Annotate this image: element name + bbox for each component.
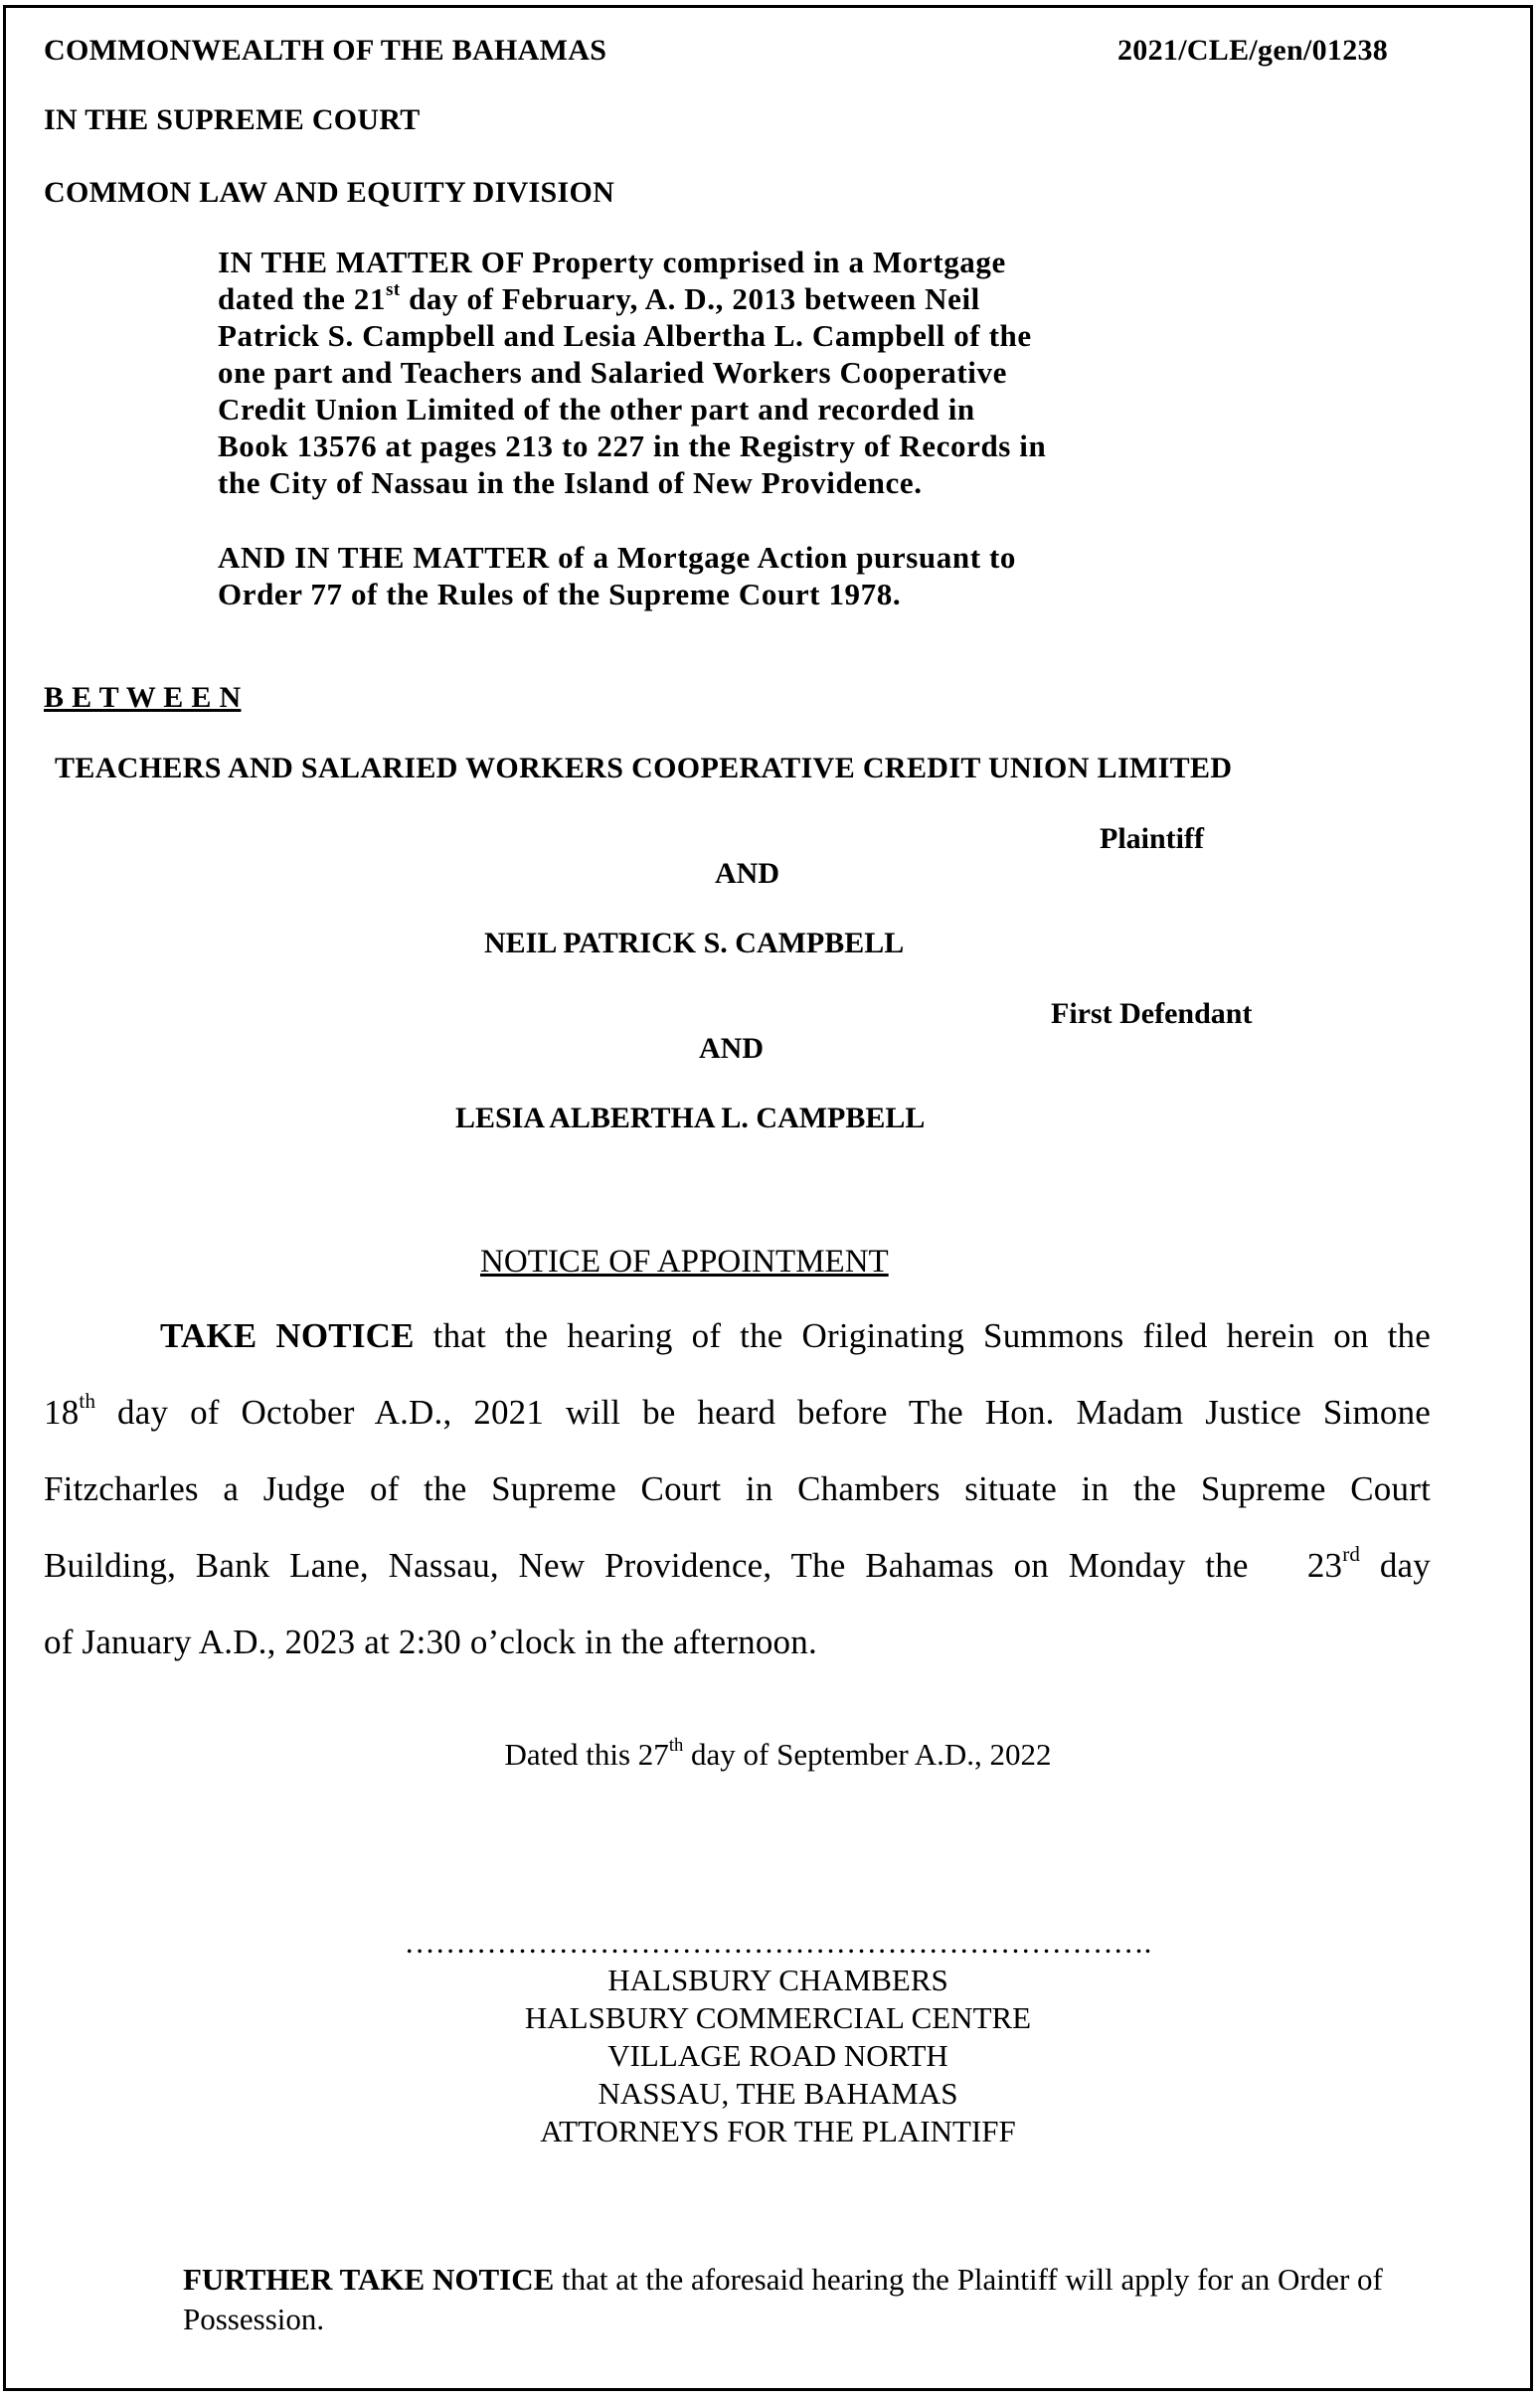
plaintiff-name: TEACHERS AND SALARIED WORKERS COOPERATIVE CREDIT UNION LIMITED bbox=[55, 752, 1233, 784]
court-heading: IN THE SUPREME COURT bbox=[44, 103, 421, 136]
case-number: 2021/CLE/gen/01238 bbox=[1117, 34, 1389, 67]
further-notice: FURTHER TAKE NOTICE that at the aforesaid hearing the Plaintiff will apply for an Order of Possession. bbox=[183, 2262, 1383, 2336]
matter-line: one part and Teachers and Salaried Workers Cooperative bbox=[218, 355, 1007, 390]
matter-line: Patrick S. Campbell and Lesia Albertha L. Campbell of the bbox=[218, 318, 1032, 353]
first-defendant-name: NEIL PATRICK S. CAMPBELL bbox=[484, 927, 905, 959]
address-line: HALSBURY CHAMBERS bbox=[607, 1963, 948, 1997]
first-defendant-role: First Defendant bbox=[1051, 997, 1253, 1030]
second-defendant-name: LESIA ALBERTHA L. CAMPBELL bbox=[455, 1102, 926, 1134]
notice-line: Fitzcharles a Judge of the Supreme Court in Chambers situate in the Supreme Court bbox=[44, 1469, 1431, 1508]
notice-line: 18th day of October A.D., 2021 will be heard before The Hon. Madam Justice Simone bbox=[44, 1389, 1431, 1432]
matter-paragraph bbox=[218, 244, 1171, 501]
matter-line: the City of Nassau in the Island of New Providence. bbox=[218, 465, 923, 500]
notice-body bbox=[44, 1297, 1431, 1680]
matter-line: Order 77 of the Rules of the Supreme Court 1978. bbox=[218, 577, 902, 611]
and-separator: AND bbox=[715, 857, 779, 890]
matter-line: Credit Union Limited of the other part and recorded in bbox=[218, 392, 975, 427]
mortgage-action-paragraph bbox=[218, 539, 1171, 612]
notice-line: of January A.D., 2023 at 2:30 o’clock in the afternoon. bbox=[44, 1623, 817, 1661]
division-heading: COMMON LAW AND EQUITY DIVISION bbox=[44, 176, 615, 209]
address-line: HALSBURY COMMERCIAL CENTRE bbox=[524, 2000, 1032, 2035]
matter-line: IN THE MATTER OF Property comprised in a Mortgage bbox=[218, 245, 1006, 279]
address-line: ATTORNEYS FOR THE PLAINTIFF bbox=[540, 2114, 1016, 2148]
address-line: NASSAU, THE BAHAMAS bbox=[598, 2076, 958, 2111]
signature-block bbox=[0, 1924, 1540, 2150]
plaintiff-role: Plaintiff bbox=[1100, 822, 1204, 855]
jurisdiction-heading: COMMONWEALTH OF THE BAHAMAS bbox=[44, 34, 607, 67]
notice-title: NOTICE OF APPOINTMENT bbox=[480, 1244, 889, 1280]
notice-line: TAKE NOTICE that the hearing of the Originating Summons filed herein on the bbox=[160, 1316, 1431, 1355]
address-line: VILLAGE ROAD NORTH bbox=[607, 2038, 948, 2073]
matter-line: dated the 21st day of February, A. D., 2013 between Neil bbox=[218, 278, 980, 316]
matter-line: AND IN THE MATTER of a Mortgage Action pursuant to bbox=[218, 540, 1017, 575]
notice-line: Building, Bank Lane, Nassau, New Providence, The Bahamas on Monday the 23rd day bbox=[44, 1542, 1431, 1585]
between-label: B E T W E E N bbox=[44, 681, 242, 714]
matter-line: Book 13576 at pages 213 to 227 in the Registry of Records in bbox=[218, 428, 1047, 463]
signature-line: ………………………………………………………………. bbox=[404, 1925, 1152, 1960]
and-separator: AND bbox=[699, 1032, 764, 1065]
dated-line: Dated this 27th day of September A.D., 2022 bbox=[504, 1734, 1052, 1772]
